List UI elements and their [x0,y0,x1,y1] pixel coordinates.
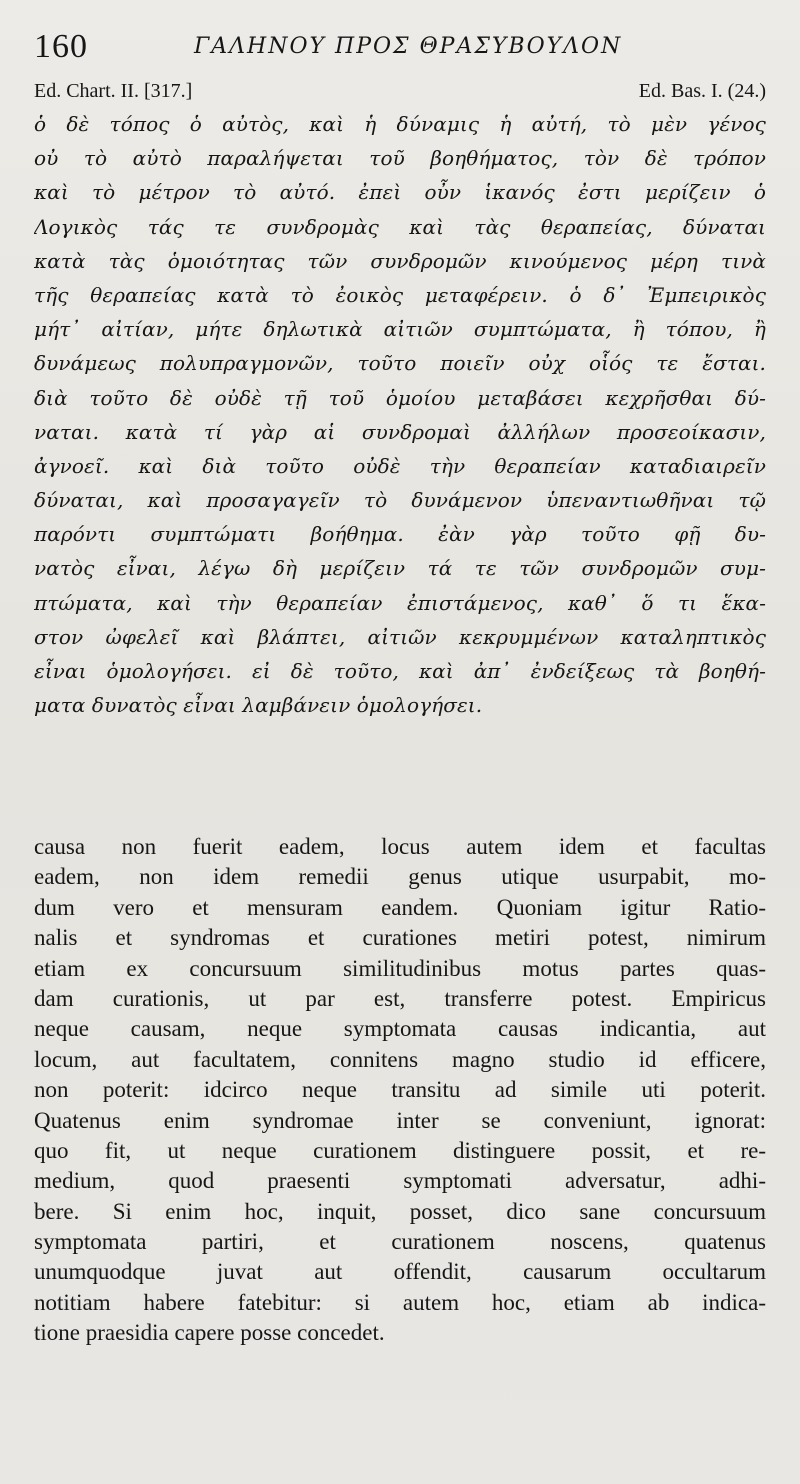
page-number: 160 [34,28,88,65]
greek-text-block [34,107,766,722]
latin-line: tione praesidia capere posse concedet. [34,1320,385,1346]
page-header [34,30,774,70]
running-title: ΓΑΛΗΝΟΥ ΠΡΟΣ ΘΡΑΣΥΒΟΥΛΟΝ [194,34,623,59]
greek-line: Λογικὸς τάς τε συνδρομὰς καὶ τὰς θεραπείας, δύναται [34,214,766,239]
greek-line: ματα δυνατὸς εἶναι λαμβάνειν ὁμολογήσει. [34,693,483,718]
greek-line: οὐ τὸ αὐτὸ παραλήψεται τοῦ βοηθήματος, τὸν δὲ τρόπον [34,146,766,171]
greek-line: πτώματα, καὶ τὴν θεραπείαν ἐπιστάμενος, καθ᾽ ὅ τι ἕκα- [34,590,766,615]
greek-line: στον ὠφελεῖ καὶ βλάπτει, αἰτιῶν κεκρυμμένων καταληπτικὸς [34,624,766,649]
greek-line: ναται. κατὰ τί γὰρ αἱ συνδρομαὶ ἀλλήλων προσεοίκασιν, [34,419,766,444]
greek-line: παρόντι συμπτώματι βοήθημα. ἐὰν γὰρ τοῦτο φῇ δυ- [34,522,766,547]
latin-line: Quatenus enim syndromae inter se conveniunt, ignorat: [34,1107,766,1133]
greek-line: ἀγνοεῖ. καὶ διὰ τοῦτο οὐδὲ τὴν θεραπείαν καταδιαιρεῖν [34,453,766,478]
latin-translation-block [34,832,766,1349]
latin-line: symptomata partiri, et curationem noscens, quatenus [34,1229,766,1255]
latin-line: notitiam habere fatebitur: si autem hoc, etiam ab indica- [34,1289,766,1315]
greek-line: νατὸς εἶναι, λέγω δὴ μερίζειν τά τε τῶν συνδρομῶν συμ- [34,556,766,581]
edition-basel-reference: Ed. Bas. I. (24.) [638,80,766,102]
latin-line: quo fit, ut neque curationem distinguere possit, et re- [34,1137,766,1163]
greek-line: καὶ τὸ μέτρον τὸ αὐτό. ἐπεὶ οὖν ἱκανός ἐστι μερίζειν ὁ [34,180,766,205]
latin-line: medium, quod praesenti symptomati adversatur, adhi- [34,1168,766,1194]
greek-line: μήτ᾽ αἰτίαν, μήτε δηλωτικὰ αἰτιῶν συμπτώματα, ἢ τόπου, ἢ [34,317,766,342]
latin-line: bere. Si enim hoc, inquit, posset, dico sane concursuum [34,1198,766,1224]
latin-line: locum, aut facultatem, connitens magno studio id efficere, [34,1046,766,1072]
latin-line: dam curationis, ut par est, transferre potest. Empiricus [34,985,766,1011]
latin-line: causa non fuerit eadem, locus autem idem et facultas [34,834,766,859]
latin-line: dum vero et mensuram eandem. Quoniam igitur Ratio- [34,894,766,920]
latin-line: nalis et syndromas et curationes metiri potest, nimirum [34,925,766,951]
greek-line: δυνάμεως πολυπραγμονῶν, τοῦτο ποιεῖν οὐχ οἷός τε ἔσται. [34,351,766,376]
latin-line: unumquodque juvat aut offendit, causarum occultarum [34,1259,766,1285]
latin-line: neque causam, neque symptomata causas indicantia, aut [34,1016,766,1042]
edition-reference-line [34,78,766,104]
greek-line: τῆς θεραπείας κατὰ τὸ ἐοικὸς μεταφέρειν. ὁ δ᾽ Ἐμπειρικὸς [34,282,766,307]
latin-line: etiam ex concursuum similitudinibus motus partes quas- [34,955,766,981]
edition-chartier-reference: Ed. Chart. II. [317.] [34,80,193,102]
greek-line: εἶναι ὁμολογήσει. εἰ δὲ τοῦτο, καὶ ἀπ᾽ ἐνδείξεως τὰ βοηθή- [34,659,766,683]
greek-line: δύναται, καὶ προσαγαγεῖν τὸ δυνάμενον ὑπεναντιωθῆναι τῷ [34,488,766,513]
greek-line: κατὰ τὰς ὁμοιότητας τῶν συνδρομῶν κινούμενος μέρη τινὰ [34,248,766,273]
latin-line: non poterit: idcirco neque transitu ad simile uti poterit. [34,1077,766,1103]
greek-line: ὁ δὲ τόπος ὁ αὐτὸς, καὶ ἡ δύναμις ἡ αὐτή, τὸ μὲν γένος [34,112,766,136]
latin-line: eadem, non idem remedii genus utique usurpabit, mo- [34,864,766,890]
greek-line: διὰ τοῦτο δὲ οὐδὲ τῇ τοῦ ὁμοίου μεταβάσει κεχρῆσθαι δύ- [34,385,766,410]
